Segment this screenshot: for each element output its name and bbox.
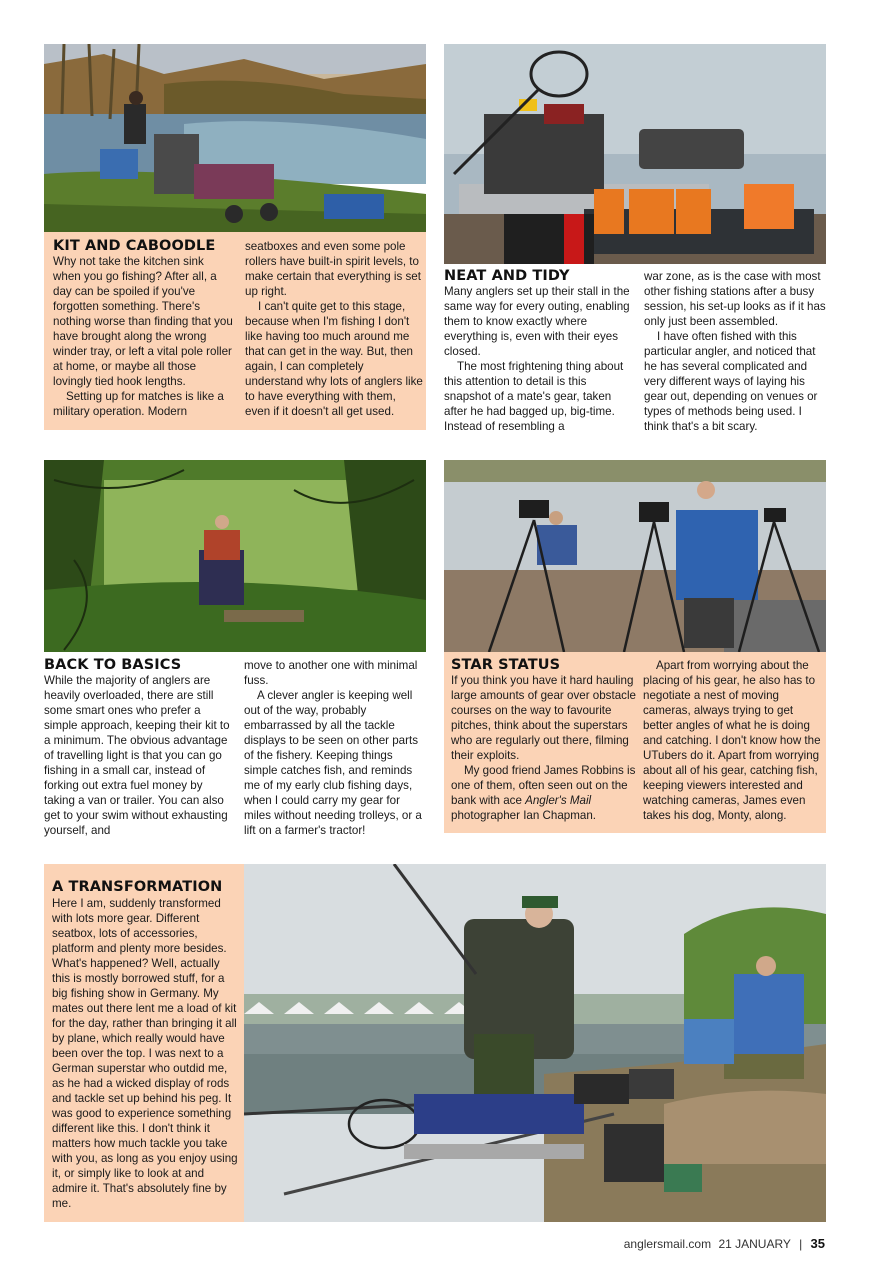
photo-kit-and-caboodle <box>44 44 426 232</box>
text-column-1 <box>451 673 637 823</box>
paragraph: move to another one with minimal fuss. <box>244 659 418 687</box>
footer-site: anglersmail.com <box>623 1237 712 1251</box>
paragraph: I have often fished with this particular angler, and noticed that he has several complicated and very different ways of laying his gear out, depending on venues or types of methods being used. I think that's a bit scary. <box>644 330 818 433</box>
text-column-1 <box>52 896 240 1211</box>
page-footer <box>624 1236 825 1251</box>
page-number: 35 <box>810 1236 825 1251</box>
paragraph: Why not take the kitchen sink when you go fishing? After all, a day can be spoiled if you've forgotten something. There's nothing worse than finding that you have brought along the wrong winder tray, or left a vital pole roller at home, or maybe all those lovingly tied hook lengths. <box>53 255 233 388</box>
section-back-to-basics <box>44 652 426 842</box>
text-column-2 <box>245 239 423 419</box>
text-run: photographer Ian Chapman. <box>451 809 597 822</box>
paragraph: While the majority of anglers are heavily overloaded, there are still some smart ones who prefer a simple approach, keeping their kit to a minimum. The obvious advantage of travelling light is that you can go fishing in a small car, instead of forking out extra fuel money by taking a van or trailer. You can also get to your swim without exhausting yourself, and <box>44 674 230 837</box>
text-column-2 <box>644 269 826 434</box>
paragraph: I can't quite get to this stage, because when I'm fishing I don't like having too much around me that can get in the way. But, then again, I can completely understand why lots of anglers like to have everything with them, even if it doesn't all get used. <box>245 300 423 418</box>
text-column-1 <box>53 254 233 419</box>
paragraph: Many anglers set up their stall in the same way for every outing, enabling them to know exactly where everything is, even with their eyes closed. <box>444 285 630 358</box>
paragraph: Setting up for matches is like a military operation. Modern <box>53 390 224 418</box>
text-column-2 <box>244 658 426 838</box>
section-title: KIT AND CABOODLE <box>53 238 216 254</box>
text-column-1 <box>444 284 631 434</box>
paragraph: war zone, as is the case with most other fishing stations after a busy session, his set-up looks as if it has only just been assembled. <box>644 270 826 328</box>
section-title: BACK TO BASICS <box>44 657 182 673</box>
paragraph: A clever angler is keeping well out of the way, probably embarrassed by all the tackle displays to be seen on other parts of the fishery. Keeping things simple catches fish, and reminds me of my early club fishing days, when I could carry my gear for miles without needing trolleys, or a lift on a farmer's tractor! <box>244 689 422 837</box>
section-title: STAR STATUS <box>451 657 561 673</box>
photo-neat-and-tidy <box>444 44 826 264</box>
paragraph: Here I am, suddenly transformed with lots more gear. Different seatbox, lots of accessories, platform and plenty more besides. What's happened? Well, actually this is mostly borrowed stuff, for a big fishing show in Germany. My mates out there lent me a load of kit for the day, rather than bringing it all by plane, which really would have been over the top. I was next to a German superstar who outdid me, as he had a wicked display of rods and tackle set up behind his peg. It was good to experience something different like this. I don't think it matters how much tackle you take with you, as long as you enjoy using it, or simply like to look at and admire it. That's absolutely fine by me. <box>52 897 238 1210</box>
photo-a-transformation <box>244 864 826 1222</box>
paragraph: seatboxes and even some pole rollers have built-in spirit levels, to make certain that everything is set up right. <box>245 240 421 298</box>
text-run: My good friend James Robbins is one of them, often seen out on the bank with ace <box>451 764 636 807</box>
paragraph: If you think you have it hard hauling large amounts of gear over obstacle courses on the way to favourite pitches, think about the superstars who are regularly out there, filming their exploits. <box>451 674 636 762</box>
section-title: NEAT AND TIDY <box>444 268 570 284</box>
section-kit-and-caboodle <box>44 232 426 430</box>
section-title: A TRANSFORMATION <box>52 879 223 895</box>
section-neat-and-tidy <box>444 264 826 436</box>
text-column-2 <box>643 658 823 823</box>
publication-name: Angler's Mail <box>525 794 592 807</box>
footer-date: 21 JANUARY <box>718 1237 791 1251</box>
section-a-transformation <box>44 864 244 1222</box>
section-star-status <box>444 652 826 833</box>
footer-separator: | <box>799 1237 803 1251</box>
paragraph: The most frightening thing about this attention to detail is this snapshot of a mate's gear, taken after he had bagged up, big-time. Instead of resembling a <box>444 360 624 433</box>
paragraph <box>451 763 637 823</box>
photo-back-to-basics <box>44 460 426 652</box>
text-column-1 <box>44 673 232 838</box>
paragraph: Apart from worrying about the placing of his gear, he also has to negotiate a nest of moving cameras, always trying to get better angles of what he is doing and catching. I don't know how the UTubers do it. Apart from worrying about all of his gear, catching fish, keeping viewers interested and watching cameras, James even takes his dog, Monty, along. <box>643 659 821 822</box>
photo-star-status <box>444 460 826 652</box>
